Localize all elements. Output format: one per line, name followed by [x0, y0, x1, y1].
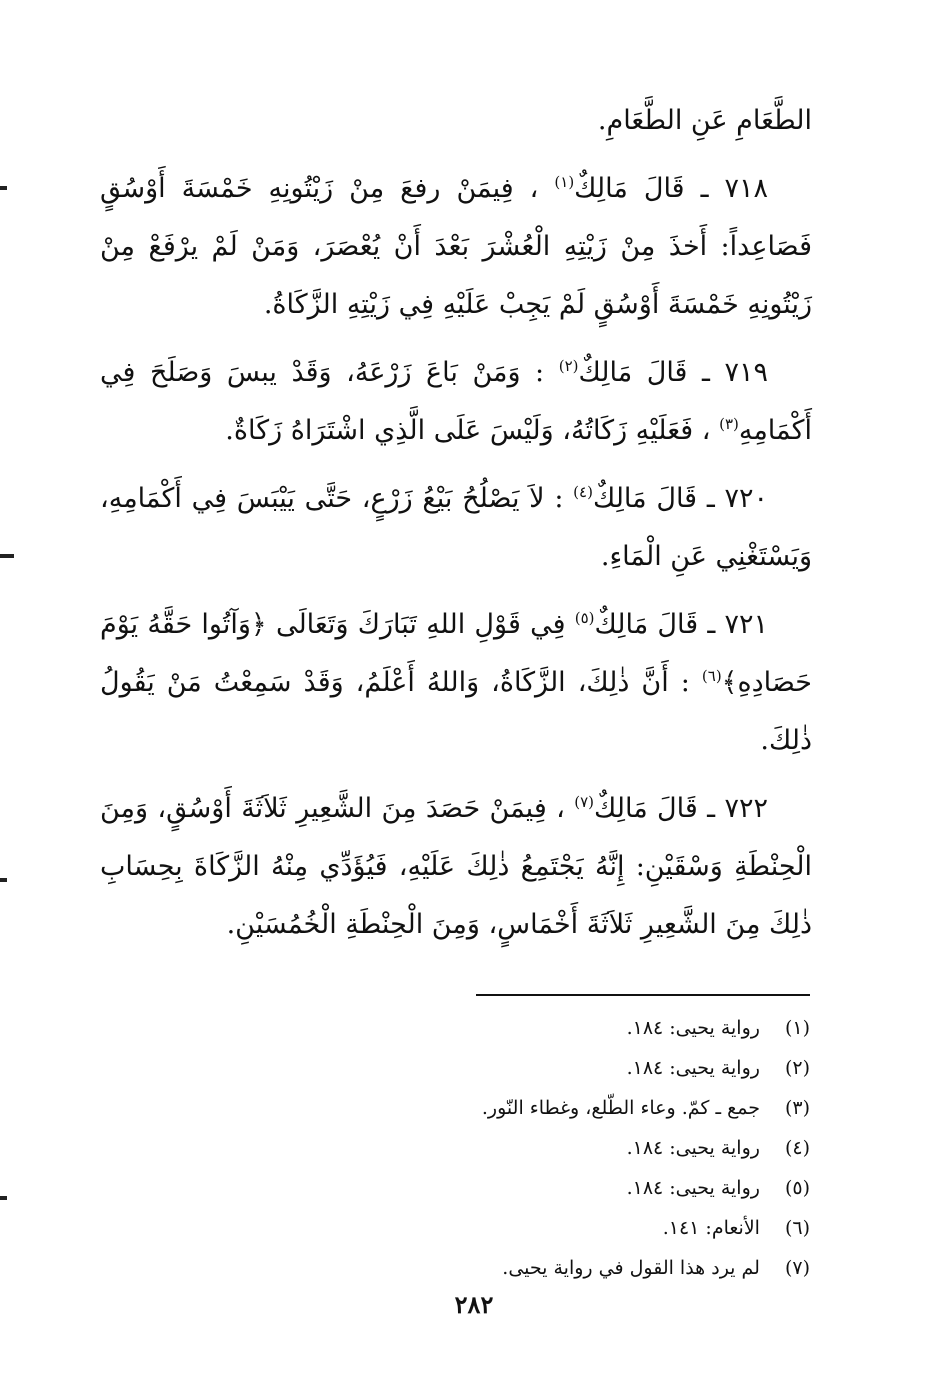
paragraph-text: ٧٢٠ ـ قَالَ مَالِكٌ — [592, 483, 768, 514]
paragraph-720 — [100, 470, 812, 586]
page-number: ٢٨٢ — [454, 1290, 494, 1319]
footnotes-list — [170, 1008, 810, 1288]
footnote-marker: (٥) — [574, 609, 595, 627]
footnote-marker: (٣) — [719, 415, 739, 433]
footnote-number: (٧) — [784, 1257, 810, 1279]
footnote-item — [170, 1088, 810, 1128]
paragraph-text: ٧١٩ ـ قَالَ مَالِكٌ — [578, 357, 768, 388]
scan-edge-mark — [0, 878, 7, 882]
paragraph-text: ٧١٨ ـ قَالَ مَالِكٌ — [574, 173, 768, 204]
paragraph-text: : لاَ يَصْلُحُ بَيْعُ زَرْعٍ، حَتَّى يَيْبَسَ فِي أَكْمَامِهِ، وَيَسْتَغْنِي عَنِ الْمَاءِ. — [100, 483, 812, 572]
footnote-text: رواية يحيى: ١٨٤. — [626, 1017, 760, 1039]
paragraph-text: : أَنَّ ذٰلِكَ، الزَّكَاةُ، وَاللهُ أَعْلَمُ، وَقَدْ سَمِعْتُ مَنْ يَقُولُ ذٰلِكَ. — [100, 667, 812, 756]
paragraph-text: ، فِيمَنْ حَصَدَ مِنَ الشَّعِيرِ ثَلاَثَةَ أَوْسُقٍ، وَمِنَ الْحِنْطَةِ وَسْقَيْنِ: إِنَّهُ يَجْتَمِعُ ذٰلِكَ عَلَيْهِ، فَيُؤَدِّي مِنْهُ الزَّكَاةَ بِحِسَابِ ذٰلِكَ مِنَ الشَّعِيرِ ثَلاَثَةَ أَخْمَاسٍ، وَمِنَ الْحِنْطَةِ الْخُمُسَيْنِ. — [100, 793, 812, 940]
scan-edge-mark — [0, 186, 7, 190]
paragraph-text: ، فِيمَنْ رفعَ مِنْ زَيْتُونِهِ خَمْسَةَ أَوْسُقٍ فَصَاعِداً: أَخذَ مِنْ زَيْتِهِ الْعُشْرَ بَعْدَ أَنْ يُعْصَرَ، وَمَنْ لَمْ يرْفَعْ مِنْ زَيْتُونِهِ خَمْسَةَ أَوْسُقٍ لَمْ يَجِبْ عَلَيْهِ فِي زَيْتِهِ الزَّكَاةُ. — [100, 173, 812, 320]
paragraph-text: الطَّعَامِ عَنِ الطَّعَامِ. — [597, 105, 812, 136]
footnote-text: لم يرد هذا القول في رواية يحيى. — [502, 1257, 760, 1279]
paragraph-721 — [100, 596, 812, 770]
footnote-item — [170, 1248, 810, 1288]
footnote-marker: (١) — [554, 173, 575, 191]
footnote-marker: (٦) — [701, 667, 722, 685]
footnote-item — [170, 1128, 810, 1168]
footnote-text: رواية يحيى: ١٨٤. — [626, 1057, 760, 1079]
footnote-divider — [476, 994, 810, 996]
paragraph-text: فِي قَوْلِ اللهِ تَبَارَكَ وَتَعَالَى ﴿وَآتُوا حَقَّهُ يَوْمَ حَصَادِهِ﴾ — [100, 609, 812, 698]
footnote-item — [170, 1048, 810, 1088]
paragraph-719 — [100, 344, 812, 460]
footnote-number: (٢) — [784, 1057, 810, 1079]
footnote-item — [170, 1168, 810, 1208]
footnote-number: (٦) — [784, 1217, 810, 1239]
scan-edge-mark — [0, 1196, 7, 1200]
footnote-marker: (٤) — [573, 483, 593, 501]
footnote-item — [170, 1008, 810, 1048]
footnote-text: رواية يحيى: ١٨٤. — [626, 1137, 760, 1159]
main-text — [100, 92, 812, 964]
footnote-text: جمع ـ كمّ. وعاء الطّلع، وغطاء النّور. — [481, 1097, 760, 1119]
footnote-number: (٣) — [784, 1097, 810, 1119]
footnote-item — [170, 1208, 810, 1248]
footnote-text: رواية يحيى: ١٨٤. — [626, 1177, 760, 1199]
paragraph-continuation — [100, 92, 812, 150]
paragraph-text: ٧٢٢ ـ قَالَ مَالِكٌ — [594, 793, 768, 824]
footnote-marker: (٧) — [574, 793, 594, 811]
footnote-text: الأنعام: ١٤١. — [662, 1217, 760, 1239]
footnote-number: (١) — [784, 1017, 810, 1039]
paragraph-722 — [100, 780, 812, 954]
paragraph-text: ، فَعَلَيْهِ زَكَاتُهُ، وَلَيْسَ عَلَى الَّذِي اشْتَرَاهُ زَكَاةٌ. — [225, 415, 711, 446]
footnote-number: (٥) — [784, 1177, 810, 1199]
scan-edge-mark — [0, 554, 14, 558]
paragraph-718 — [100, 160, 812, 334]
paragraph-text: : وَمَنْ بَاعَ زَرْعَهُ، وَقَدْ يبسَ وَصَلَحَ فِي أَكْمَامِهِ — [100, 357, 812, 446]
paragraph-text: ٧٢١ ـ قَالَ مَالِكٌ — [594, 609, 768, 640]
footnote-number: (٤) — [784, 1137, 810, 1159]
footnote-marker: (٢) — [558, 357, 579, 375]
